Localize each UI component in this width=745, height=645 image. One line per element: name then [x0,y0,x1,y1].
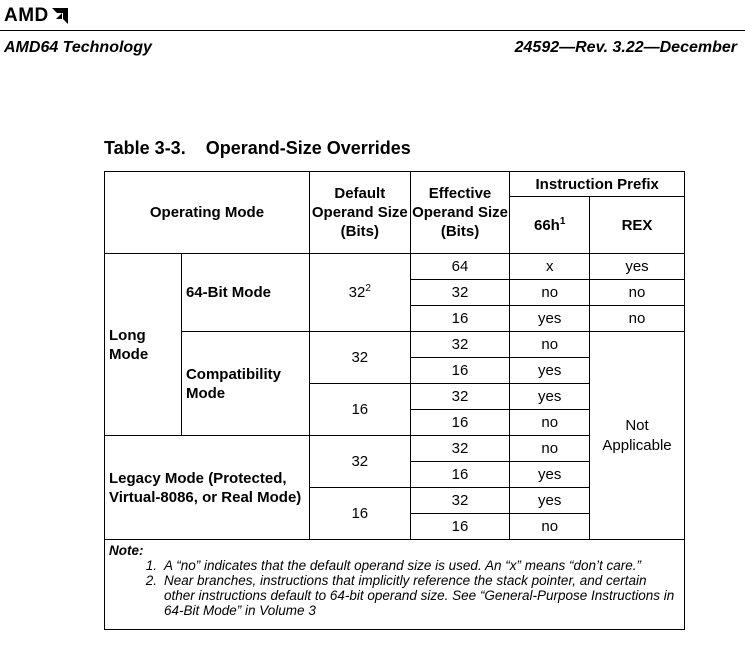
mode-long: Long Mode [105,254,182,436]
note-number: 1. [145,558,157,573]
default-size-legacy-32: 32 [309,436,410,488]
footnote-ref: 2 [365,283,371,294]
note-item [109,573,680,618]
note-number: 2. [145,573,157,588]
default-size-legacy-16: 16 [309,488,410,540]
table-row [105,332,685,358]
note-title: Note: [109,543,144,558]
prefix-66h-cell: yes [510,358,590,384]
default-size-compat-32: 32 [309,332,410,384]
prefix-66h-cell: no [510,410,590,436]
effective-size-cell: 32 [410,436,510,462]
prefix-66h-cell: yes [510,306,590,332]
logo-text: AMD [4,5,49,26]
prefix-66h-cell: yes [510,384,590,410]
prefix-66h-cell: yes [510,462,590,488]
effective-size-cell: 16 [410,410,510,436]
prefix-66h-cell: no [510,514,590,540]
note-item [109,558,680,573]
amd-logo [4,5,69,27]
table-row [105,254,685,280]
prefix-rex-cell: yes [590,254,685,280]
default-size-64bit: $32^2$ [309,254,410,332]
footnote-ref: 1 [559,215,566,227]
operand-size-table [104,171,685,630]
effective-size-cell: 32 [410,280,510,306]
header-operating-mode: Operating Mode [105,172,310,254]
header-rule [0,30,745,31]
effective-size-cell: 32 [410,384,510,410]
prefix-66h-cell: no [510,436,590,462]
effective-size-cell: 64 [410,254,510,280]
note-row [105,540,685,630]
prefix-66h-cell: yes [510,488,590,514]
effective-size-cell: 16 [410,514,510,540]
mode-compatibility: Compatibility Mode [181,332,309,436]
prefix-rex-cell: no [590,280,685,306]
header-rex: REX [590,197,685,254]
prefix-rex-cell: no [590,306,685,332]
mode-64bit: 64-Bit Mode [181,254,309,332]
mode-legacy: Legacy Mode (Protected, Virtual-8086, or Real Mode) [105,436,310,540]
document-revision: 24592—Rev. 3.22—December [514,39,737,56]
effective-size-cell: 16 [410,306,510,332]
effective-size-cell: 16 [410,462,510,488]
note-text: A “no” indicates that the default operand size is used. An “x” means “don’t care.” [164,558,641,573]
document-title: AMD64 Technology [4,39,152,56]
header-default-size: Default Operand Size (Bits) [309,172,410,254]
prefix-66h-cell: no [510,280,590,306]
header-effective-size: Effective Operand Size (Bits) [410,172,510,254]
effective-size-cell: 32 [410,332,510,358]
default-size-compat-16: 16 [309,384,410,436]
effective-size-cell: 16 [410,358,510,384]
prefix-66h-cell: no [510,332,590,358]
effective-size-cell: 32 [410,488,510,514]
prefix-66h-cell: x [510,254,590,280]
table-title: Table 3-3. Operand-Size Overrides [104,138,411,158]
note-text: Near branches, instructions that implicitly reference the stack pointer, and certain other instructions default to 64-bit operand size. See “General-Purpose Instructions in 64-Bit Mode” in Volume 3 [164,573,675,618]
amd-arrow-logo-icon [51,7,69,25]
table-note [105,540,685,630]
header-instruction-prefix: Instruction Prefix [510,172,685,197]
rex-not-applicable: Not Applicable [590,332,685,540]
header-66h: $66h^1$ [510,197,590,254]
